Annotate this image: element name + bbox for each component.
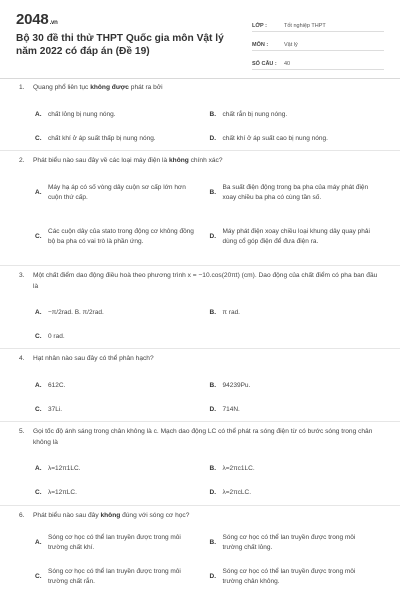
option-a[interactable]: A. −π/2rad. B. π/2rad.	[35, 309, 104, 317]
question-text: Phát biểu nào sau đây không đúng với sóng cơ học?	[33, 512, 190, 519]
question-number: 2.	[19, 157, 25, 164]
option-list	[16, 103, 384, 151]
exam-meta	[252, 13, 384, 70]
question-stem	[16, 511, 384, 522]
option-b[interactable]: B. π rad.	[209, 309, 240, 317]
option-list	[16, 171, 384, 259]
meta-row-class	[252, 13, 384, 32]
question-stem	[16, 83, 384, 94]
question-number: 3.	[19, 272, 25, 279]
question-item	[0, 151, 400, 266]
meta-value: 40	[284, 61, 291, 67]
question-number: 6.	[19, 512, 25, 519]
option-c[interactable]: C. λ=12πLC.	[35, 489, 77, 497]
option-c[interactable]: C. Các cuộn dây của stato trong động cơ không đồng bộ ba pha có vai trò là phần ứng.	[35, 227, 194, 245]
option-b[interactable]: B. 94239Pu.	[209, 381, 251, 389]
option-list	[16, 374, 384, 422]
question-stem	[16, 427, 384, 448]
question-number: 1.	[19, 84, 25, 91]
option-d[interactable]: D. chất khí ở áp suất cao bị nung nóng.	[209, 134, 328, 142]
question-number: 4.	[19, 355, 25, 362]
question-item	[0, 266, 400, 349]
question-item	[0, 349, 400, 422]
option-list	[16, 526, 384, 594]
exam-title: Bộ 30 đề thi thử THPT Quốc gia môn Vật lý năm 2022 có đáp án (Đề 19)	[16, 33, 224, 57]
option-b[interactable]: B. Sóng cơ học có thể lan truyền được trong môi trường chất lỏng.	[209, 533, 356, 551]
question-stem	[16, 354, 384, 365]
option-a[interactable]: A. chất lỏng bị nung nóng.	[35, 110, 116, 118]
question-stem	[16, 156, 384, 167]
meta-value: Tốt nghiệp THPT	[284, 23, 326, 29]
question-item	[0, 506, 400, 600]
option-c[interactable]: C. 0 rad.	[35, 333, 65, 341]
question-text: Quang phổ liên tục không được phát ra bởi	[33, 84, 163, 91]
option-c[interactable]: C. Sóng cơ học có thể lan truyền được trong môi trường chất rắn.	[35, 567, 181, 585]
question-text: Hạt nhân nào sau đây có thể phân hạch?	[33, 355, 154, 362]
page-header	[0, 0, 400, 79]
option-d[interactable]: D. 714N.	[209, 405, 240, 413]
meta-label: LỚP :	[252, 23, 267, 29]
meta-label: MÔN :	[252, 42, 269, 48]
question-item	[0, 422, 400, 506]
option-a[interactable]: A. λ=12π1LC.	[35, 465, 81, 473]
meta-row-count	[252, 51, 384, 70]
option-list	[16, 457, 384, 505]
option-a[interactable]: A. 612C.	[35, 381, 66, 389]
question-text: Một chất điểm dao động điều hoà theo phương trình x = −10.cos(20πt) (cm). Dao động của chất điểm có pha ban đầu là	[33, 272, 378, 290]
option-d[interactable]: D. Sóng cơ học có thể lan truyền được trong môi trường chân không.	[209, 567, 356, 585]
option-a[interactable]: A. Máy hạ áp có số vòng dây cuộn sơ cấp lớn hơn cuộn thứ cấp.	[35, 183, 186, 201]
question-item	[0, 78, 400, 151]
question-number: 5.	[19, 428, 25, 435]
option-a[interactable]: A. Sóng cơ học có thể lan truyền được trong môi trường chất khí.	[35, 533, 181, 551]
option-b[interactable]: B. λ=2πc1LC.	[209, 465, 255, 473]
question-text: Phát biểu nào sau đây về các loại máy điện là không chính xác?	[33, 157, 223, 164]
logo-text: 2048	[16, 11, 49, 28]
question-text: Gọi tốc độ ánh sáng trong chân không là c. Mạch dao động LC có thể phát ra sóng điện từ có bước sóng trong chân không là	[33, 428, 373, 446]
option-c[interactable]: C. 37Li.	[35, 405, 63, 413]
site-logo[interactable]	[16, 11, 58, 28]
option-c[interactable]: C. chất khí ở áp suất thấp bị nung nóng.	[35, 134, 156, 142]
option-b[interactable]: B. Ba suất điện động trong ba pha của máy phát điện xoay chiều ba pha có cùng tần số.	[209, 183, 369, 201]
meta-value: Vật lý	[284, 42, 298, 48]
option-d[interactable]: D. λ=2πcLC.	[209, 489, 252, 497]
meta-label: SỐ CÂU :	[252, 61, 277, 67]
question-list	[0, 78, 400, 600]
question-stem	[16, 271, 384, 292]
option-b[interactable]: B. chất rắn bị nung nóng.	[209, 110, 288, 118]
logo-suffix: .vn	[49, 20, 58, 26]
option-d[interactable]: D. Máy phát điện xoay chiều loại khung dây quay phải dùng cổ góp điện để đưa điện ra.	[209, 227, 370, 245]
meta-row-subject	[252, 32, 384, 51]
option-list	[16, 301, 384, 349]
